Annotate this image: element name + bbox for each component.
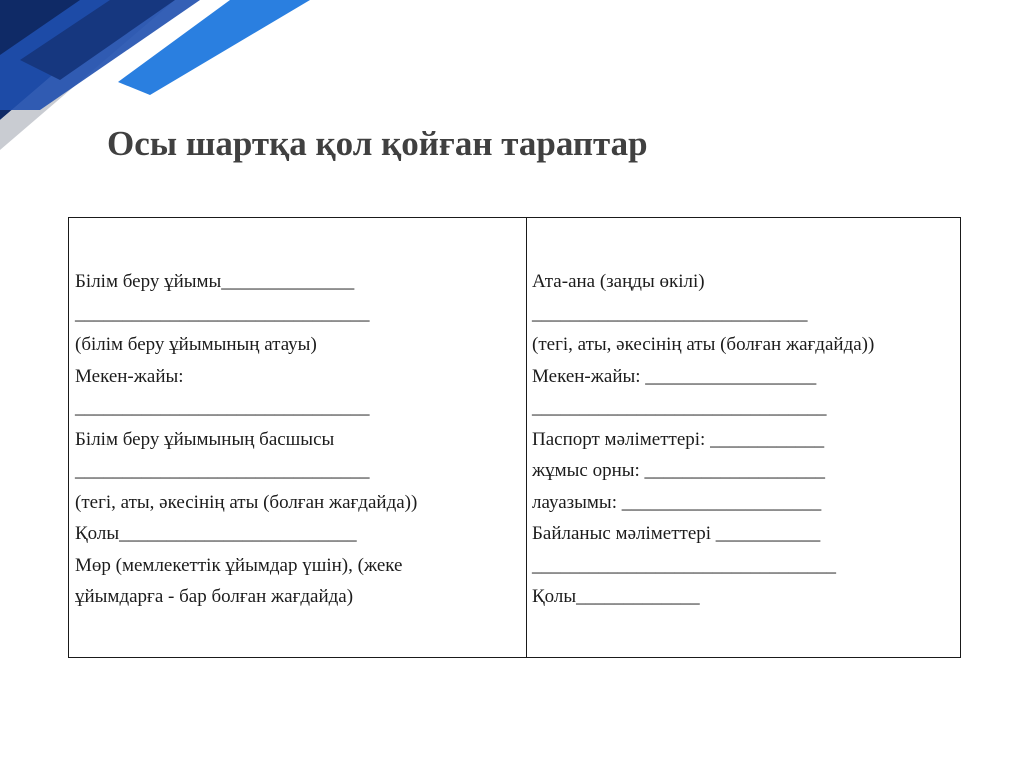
- left-line-name-hint: (тегі, аты, әкесінің аты (болған жағдайда)): [75, 491, 418, 513]
- right-line-contacts: Байланыс мәліметтері ___________: [532, 523, 821, 544]
- right-line-workplace: жұмыс орны: ___________________: [532, 460, 826, 481]
- right-line-address: Мекен-жайы: __________________: [532, 365, 817, 387]
- right-line-name-hint: (тегі, аты, әкесінің аты (болған жағдайда)): [532, 334, 875, 355]
- left-line-stamp-2: ұйымдарға - бар болған жағдайда): [75, 586, 354, 607]
- left-line-blank-2: _______________________________: [75, 397, 370, 418]
- right-line-passport: Паспорт мәліметтері: ____________: [532, 428, 825, 450]
- right-line-parent-label: Ата-ана (заңды өкілі): [532, 271, 705, 292]
- right-line-position: лауазымы: _____________________: [532, 491, 822, 513]
- slide-title: Осы шартқа қол қойған тараптар: [107, 124, 648, 163]
- right-line-blank-3: ________________________________: [532, 554, 836, 576]
- left-line-blank-3: _______________________________: [75, 460, 370, 481]
- left-line-organization-name-hint: (білім беру ұйымының атауы): [75, 334, 317, 355]
- signatures-row: [69, 218, 961, 658]
- right-line-signature: Қолы_____________: [532, 586, 700, 607]
- left-line-address-label: Мекен-жайы:: [75, 365, 184, 387]
- left-line-organization: Білім беру ұйымы______________: [75, 271, 355, 292]
- right-line-blank-1: _____________________________: [532, 302, 808, 324]
- left-line-signature: Қолы_________________________: [75, 523, 357, 544]
- education-organization-cell: [69, 218, 527, 658]
- parent-cell: [527, 218, 961, 658]
- left-line-director-label: Білім беру ұйымының басшысы: [75, 428, 335, 450]
- signatures-table: [68, 217, 961, 658]
- right-line-blank-2: _______________________________: [532, 397, 827, 418]
- left-line-stamp-1: Мөр (мемлекеттік ұйымдар үшін), (жеке: [75, 554, 403, 576]
- left-line-blank-1: _______________________________: [75, 302, 370, 324]
